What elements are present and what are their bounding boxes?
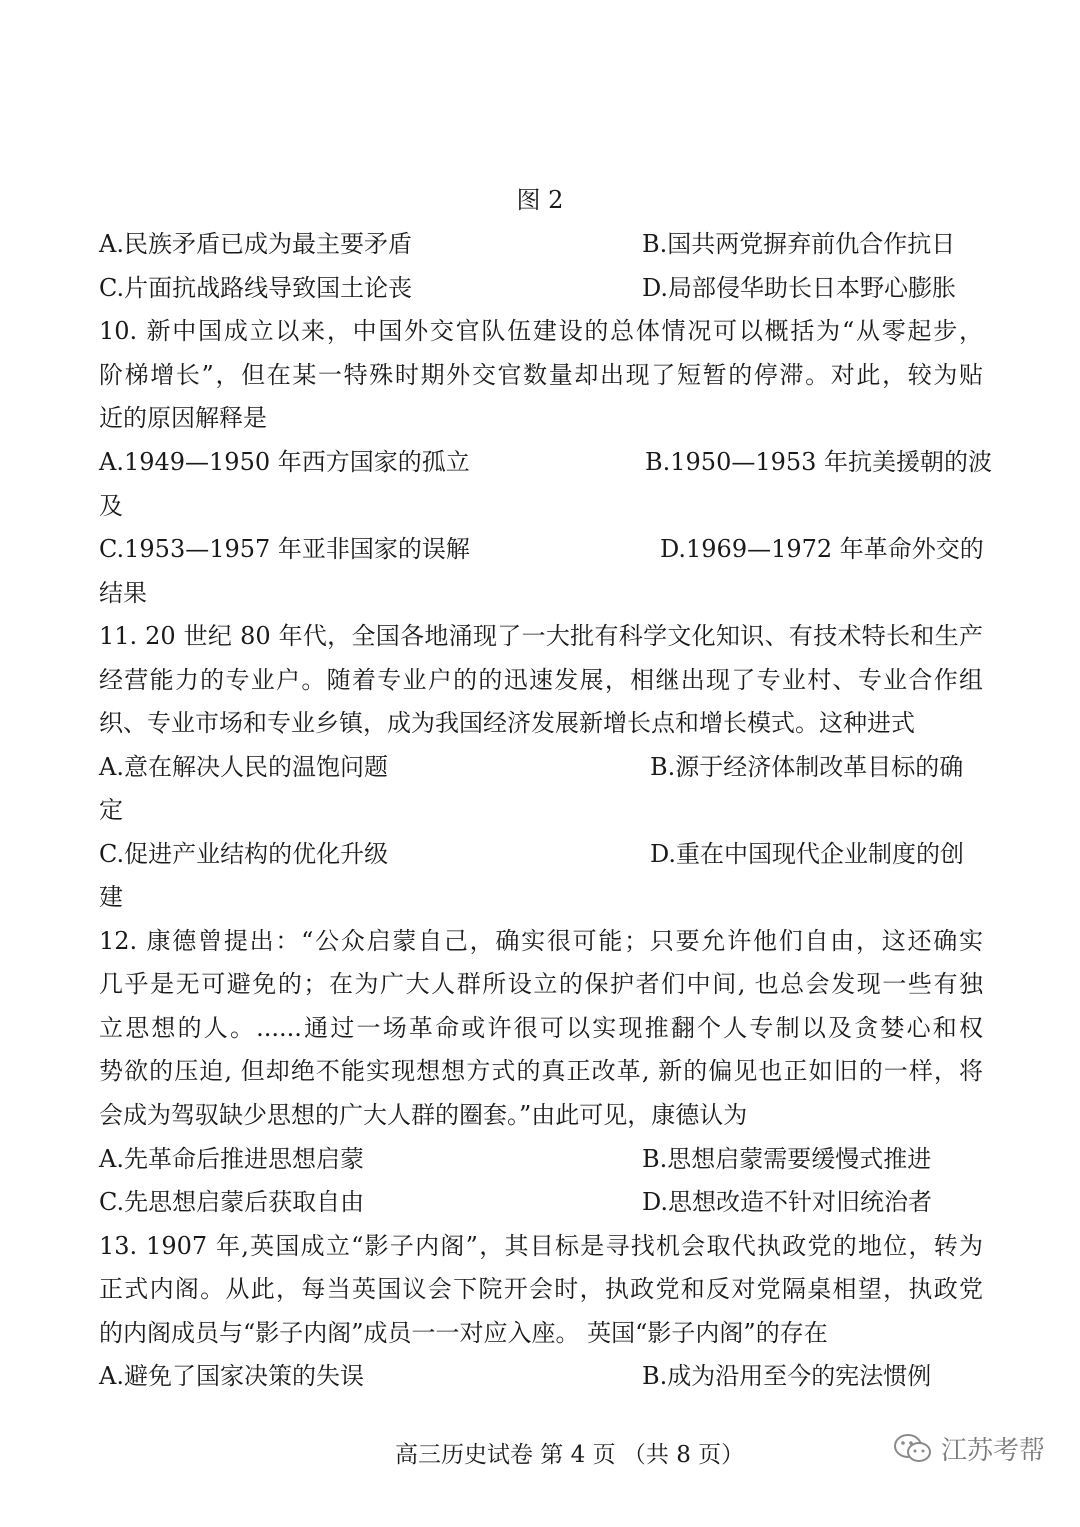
q13-stem-line-1: 13. 1907 年,英国成立“影子内阁”，其目标是寻找机会取代执政党的地位，转为: [99, 1232, 983, 1260]
q10-option-b-cont: 及: [99, 492, 123, 520]
q11-option-d: D.重在中国现代企业制度的创: [650, 840, 965, 868]
q11-option-a: A.意在解决人民的温饱问题: [99, 753, 388, 781]
q11-stem-line-2: 经营能力的专业户。随着专业户的的迅速发展，相继出现了专业村、专业合作组: [99, 666, 983, 694]
q12-option-a: A.先革命后推进思想启蒙: [99, 1145, 364, 1173]
q12-option-c: C.先思想启蒙后获取自由: [99, 1188, 365, 1216]
q11-option-c: C.促进产业结构的优化升级: [99, 840, 389, 868]
figure-caption: 图 2: [516, 186, 564, 214]
watermark-text: 江苏考帮: [941, 1436, 1046, 1466]
wechat-icon: [893, 1432, 933, 1466]
q10-option-c: C.1953—1957 年亚非国家的误解: [99, 535, 470, 563]
q13-option-a: A.避免了国家决策的失误: [99, 1362, 364, 1390]
q11-option-b: B.源于经济体制改革目标的确: [650, 753, 964, 781]
q12-stem-line-3: 立思想的人。......通过一场革命或许很可以实现推翻个人专制以及贪婪心和权: [99, 1014, 983, 1042]
q9-option-c: C.片面抗战路线导致国土论丧: [99, 274, 413, 302]
q12-stem-line-4: 势欲的压迫, 但却绝不能实现想想方式的真正改革, 新的偏见也正如旧的一样，将: [99, 1057, 983, 1085]
q11-option-d-cont: 建: [99, 883, 123, 911]
q11-stem-line-3: 织、专业市场和专业乡镇，成为我国经济发展新增长点和增长模式。这种进式: [99, 709, 915, 737]
q10-option-d: D.1969—1972 年革命外交的: [660, 535, 984, 563]
q10-stem-line-1: 10. 新中国成立以来，中国外交官队伍建设的总体情况可以概括为“从零起步，: [99, 317, 983, 345]
q13-stem-line-2: 正式内阁。从此，每当英国议会下院开会时，执政党和反对党隔桌相望，执政党: [99, 1275, 983, 1303]
q12-option-b: B.思想启蒙需要缓慢式推进: [642, 1145, 932, 1173]
q12-stem-line-2: 几乎是无可避免的；在为广大人群所设立的保护者们中间, 也总会发现一些有独: [99, 970, 983, 998]
watermark: [893, 1430, 1045, 1467]
q9-option-a: A.民族矛盾已成为最主要矛盾: [99, 230, 412, 258]
q12-stem-line-1: 12. 康德曾提出：“公众启蒙自己，确实很可能；只要允许他们自由，这还确实: [99, 927, 983, 955]
q12-option-d: D.思想改造不针对旧统治者: [642, 1188, 933, 1216]
q11-stem-line-1: 11. 20 世纪 80 年代，全国各地涌现了一大批有科学文化知识、有技术特长和生产: [99, 622, 983, 650]
q10-option-b: B.1950—1953 年抗美援朝的波: [645, 448, 993, 476]
q10-stem-line-3: 近的原因解释是: [99, 404, 267, 432]
q9-option-b: B.国共两党摒弃前仇合作抗日: [642, 230, 956, 258]
q10-option-a: A.1949—1950 年西方国家的孤立: [99, 448, 470, 476]
q10-option-d-cont: 结果: [99, 579, 147, 607]
q9-option-d: D.局部侵华助长日本野心膨胀: [642, 274, 957, 302]
q12-stem-line-5: 会成为驾驭缺少思想的广大人群的圈套。”由此可见，康德认为: [99, 1101, 748, 1129]
q10-stem-line-2: 阶梯增长”，但在某一特殊时期外交官数量却出现了短暂的停滞。对此，较为贴: [99, 361, 983, 389]
q13-option-b: B.成为沿用至今的宪法惯例: [642, 1362, 932, 1390]
q11-option-b-cont: 定: [99, 796, 123, 824]
page-footer: 高三历史试卷 第 4 页 （共 8 页）: [395, 1442, 745, 1468]
q13-stem-line-3: 的内阁成员与“影子内阁”成员一一对应入座。 英国“影子内阁”的存在: [99, 1319, 828, 1347]
